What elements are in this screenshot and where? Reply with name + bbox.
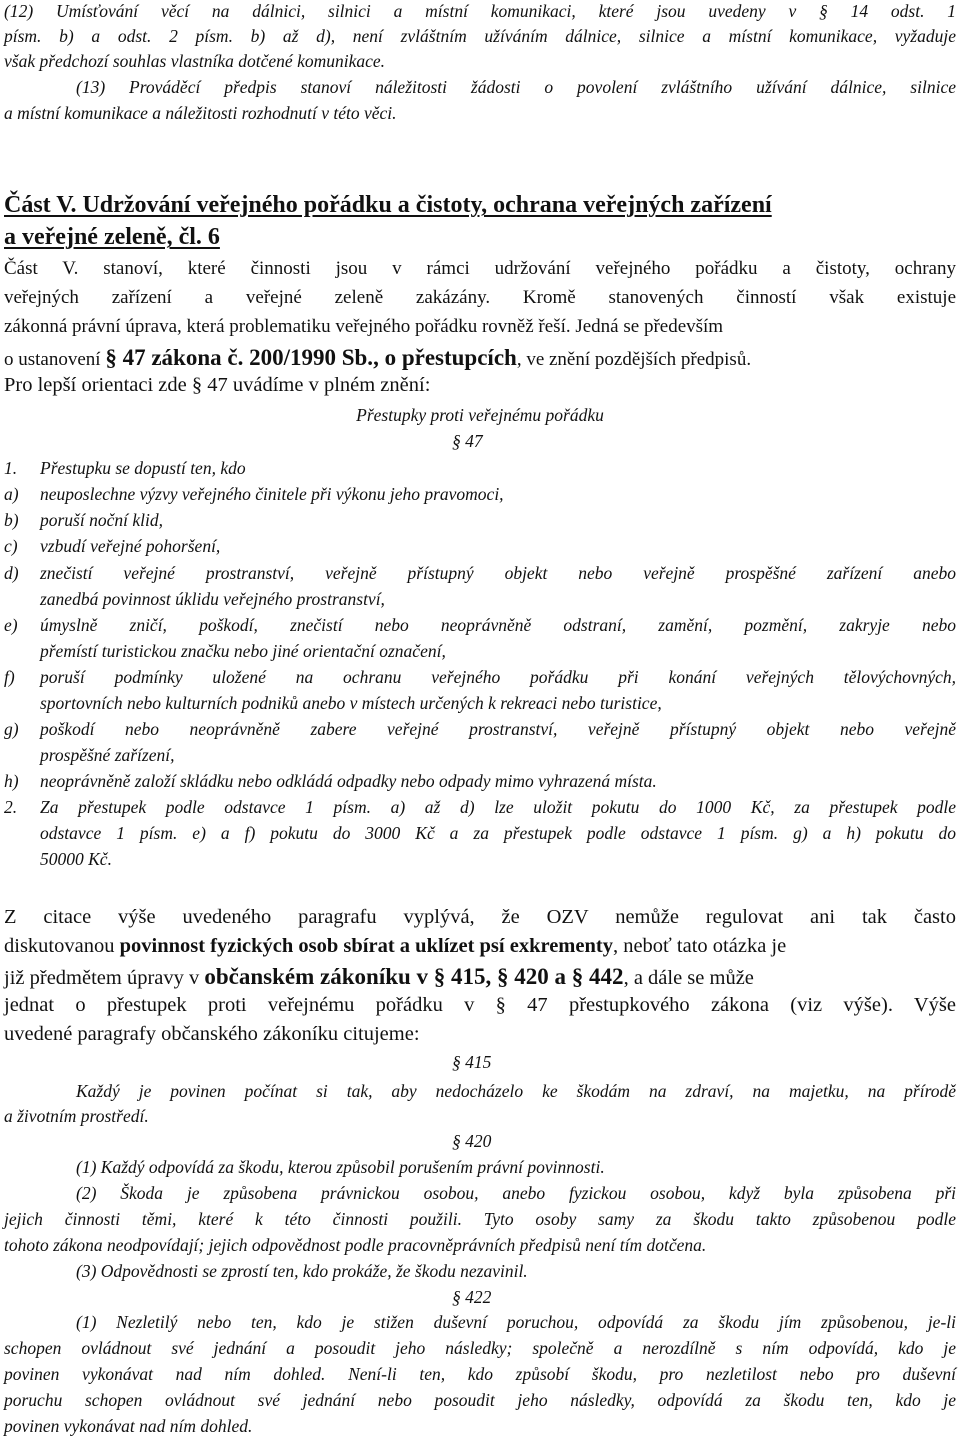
section-body-line-4 (4, 345, 751, 371)
law-47-paragraph-1-intro (4, 458, 246, 479)
dog-waste-duty-emphasis: povinnost fyzických osob sbírat a uklízet psí exkrementy (119, 935, 613, 957)
list-item-c (4, 536, 220, 557)
section-heading-line-2: a veřejné zeleně, čl. 6 (4, 224, 220, 250)
commentary-line-2 (4, 935, 786, 958)
list-item-g (4, 719, 956, 740)
list-item-label: c) (4, 536, 18, 556)
section-422-line-3: povinen vykonávat nad ním dohled. Není-li ten, kdo způsobí škodu, pro nezletilost nebo pro duševní (4, 1364, 956, 1384)
law-47-paragraph-2-line-2: odstavce 1 písm. e) a f) pokutu do 3000 Kč a za přestupek podle odstavce 1 písm. g) a h) pokutu do (40, 823, 956, 843)
paragraph-12-line-1: (12) Umísťování věcí na dálnici, silnici a místní komunikaci, které jsou uvedeny v § 14 odst. 1 (4, 1, 956, 21)
list-item-label: f) (4, 667, 15, 687)
list-item-e-continued: přemístí turistickou značku nebo jiné orientační označení, (40, 641, 446, 661)
list-item-a (4, 484, 504, 505)
list-item-text: poruší podmínky uložené na ochranu veřejného pořádku při konání veřejných tělovýchovných, (40, 667, 956, 687)
list-item-g-continued: prospěšné zařízení, (40, 745, 175, 765)
section-body-line-1: Část V. stanoví, které činnosti jsou v rámci udržování veřejného pořádku a čistoty, ochrany (4, 258, 956, 279)
paragraph-number: 1. (4, 458, 18, 478)
section-422-line-5: povinen vykonávat nad ním dohled. (4, 1416, 253, 1436)
commentary-line-3-start: již předmětem úpravy v (4, 967, 205, 989)
list-item-text: poruší noční klid, (40, 510, 163, 530)
commentary-line-3 (4, 964, 754, 990)
section-420-paragraph-2-line-3: tohoto zákona neodpovídají; jejich odpovědnost podle pracovněprávních předpisů není tím dotčena. (4, 1235, 707, 1255)
list-item-label: a) (4, 484, 19, 504)
section-420-paragraph-2-line-2: jejich činnosti těmi, které k této činnosti použili. Tyto osoby samy za škodu takto způsobenou podle (4, 1209, 956, 1229)
list-item-e (4, 615, 956, 636)
list-item-h (4, 771, 657, 792)
list-item-text: neuposlechne výzvy veřejného činitele při výkonu jeho pravomoci, (40, 484, 504, 504)
list-item-label: b) (4, 510, 19, 530)
list-item-f (4, 667, 956, 688)
commentary-line-2-start: diskutovanou (4, 935, 120, 957)
list-item-text: znečistí veřejné prostranství, veřejně přístupný objekt nebo veřejně prospěšné zařízení anebo (40, 563, 956, 583)
section-415-line-1: Každý je povinen počínat si tak, aby nedocházelo ke škodám na zdraví, na majetku, na přírodě (76, 1081, 956, 1101)
list-item-text: poškodí nebo neoprávněně zabere veřejné prostranství, veřejně přístupný objekt nebo veřejně (40, 719, 956, 739)
list-item-d-continued: zanedbá povinnost úklidu veřejného prostranství, (40, 589, 385, 609)
section-422-line-1: (1) Nezletilý nebo ten, kdo je stižen duševní poruchou, odpovídá za škodu jím způsobenou, je-li (76, 1312, 956, 1332)
commentary-line-1: Z citace výše uvedeného paragrafu vyplývá, že OZV nemůže regulovat ani tak často (4, 906, 956, 928)
section-415-line-2: a životním prostředí. (4, 1106, 149, 1126)
commentary-line-3-end: , a dále se může (623, 967, 754, 989)
section-422-line-4: poruchu schopen ovládnout své jednání nebo posoudit jeho následky, odpovídá za škodu ten, kdo je (4, 1390, 956, 1410)
list-item-b (4, 510, 163, 531)
section-422-number: § 422 (452, 1287, 492, 1307)
paragraph-13-line-1: (13) Prováděcí předpis stanoví náležitosti žádosti o povolení zvláštního užívání dálnice, silnice (76, 77, 956, 97)
section-heading-line-1: Část V. Udržování veřejného pořádku a čistoty, ochrana veřejných zařízení (4, 192, 772, 218)
list-item-text: úmyslně zničí, poškodí, znečistí nebo neoprávněně odstraní, zamění, pozmění, zakryje nebo (40, 615, 956, 635)
section-body-line-4-end: , ve znění pozdějších předpisů. (516, 349, 752, 370)
law-47-section-number: § 47 (452, 431, 483, 451)
commentary-line-2-end: , neboť tato otázka je (612, 935, 787, 957)
paragraph-13-line-2: a místní komunikace a náležitosti rozhodnutí v této věci. (4, 103, 397, 123)
paragraph-text: Za přestupek podle odstavce 1 písm. a) až d) lze uložit pokutu do 1000 Kč, za přestupek podle (40, 797, 956, 817)
paragraph-number: 2. (4, 797, 18, 817)
law-47-paragraph-2-line-3: 50000 Kč. (40, 849, 112, 869)
section-420-paragraph-1: (1) Každý odpovídá za škodu, kterou způsobil porušením právní povinnosti. (76, 1157, 605, 1177)
section-420-paragraph-2-line-1: (2) Škoda je způsobena právnickou osobou, anebo fyzickou osobou, když byla způsobena při (76, 1183, 956, 1203)
list-item-label: d) (4, 563, 19, 583)
section-body-line-2: veřejných zařízení a veřejné zeleně zakázány. Kromě stanovených činností však existuje (4, 287, 956, 308)
list-item-label: e) (4, 615, 18, 635)
paragraph-text: Přestupku se dopustí ten, kdo (40, 458, 246, 478)
section-body-line-4-start: o ustanovení (4, 349, 106, 370)
commentary-line-5: uvedené paragrafy občanského zákoníku citujeme: (4, 1023, 420, 1045)
list-item-label: g) (4, 719, 19, 739)
section-body-line-3: zákonná právní úprava, která problematiku veřejného pořádku rovněž řeší. Jedná se především (4, 316, 724, 337)
law-47-paragraph-2 (4, 797, 956, 818)
commentary-line-4: jednat o přestupek proti veřejnému pořádku v § 47 přestupkového zákona (viz výše). Výše (4, 994, 956, 1016)
list-item-text: neoprávněně založí skládku nebo odkládá odpadky nebo odpady mimo vyhrazená místa. (40, 771, 657, 791)
section-415-number: § 415 (452, 1052, 492, 1072)
section-body-line-5: Pro lepší orientaci zde § 47 uvádíme v plném znění: (4, 374, 431, 396)
list-item-f-continued: sportovních nebo kulturních podniků anebo v místech určených k rekreaci nebo turistice, (40, 693, 662, 713)
section-420-number: § 420 (452, 1131, 492, 1151)
paragraph-12-line-3: však předchozí souhlas vlastníka dotčené komunikace. (4, 51, 386, 71)
section-420-paragraph-3: (3) Odpovědnosti se zprostí ten, kdo prokáže, že škodu nezavinil. (76, 1261, 528, 1281)
section-422-line-2: schopen ovládnout své jednání a posoudit jeho následky; společně a nerozdílně s ním odpovídá, kdo je (4, 1338, 956, 1358)
list-item-label: h) (4, 771, 19, 791)
law-47-title: Přestupky proti veřejnému pořádku (356, 405, 604, 425)
offences-act-name: , o přestupcích (373, 345, 517, 370)
paragraph-12-line-2: písm. b) a odst. 2 písm. b) až d), není zvláštním užíváním dálnice, silnice a místní komunikace, vyžaduje (4, 26, 956, 46)
civil-code-reference: občanském zákoníku v § 415, § 420 a § 442 (204, 964, 624, 989)
list-item-d (4, 563, 956, 584)
list-item-text: vzbudí veřejné pohoršení, (40, 536, 221, 556)
law-200-1990-reference: § 47 zákona č. 200/1990 Sb. (105, 345, 374, 370)
